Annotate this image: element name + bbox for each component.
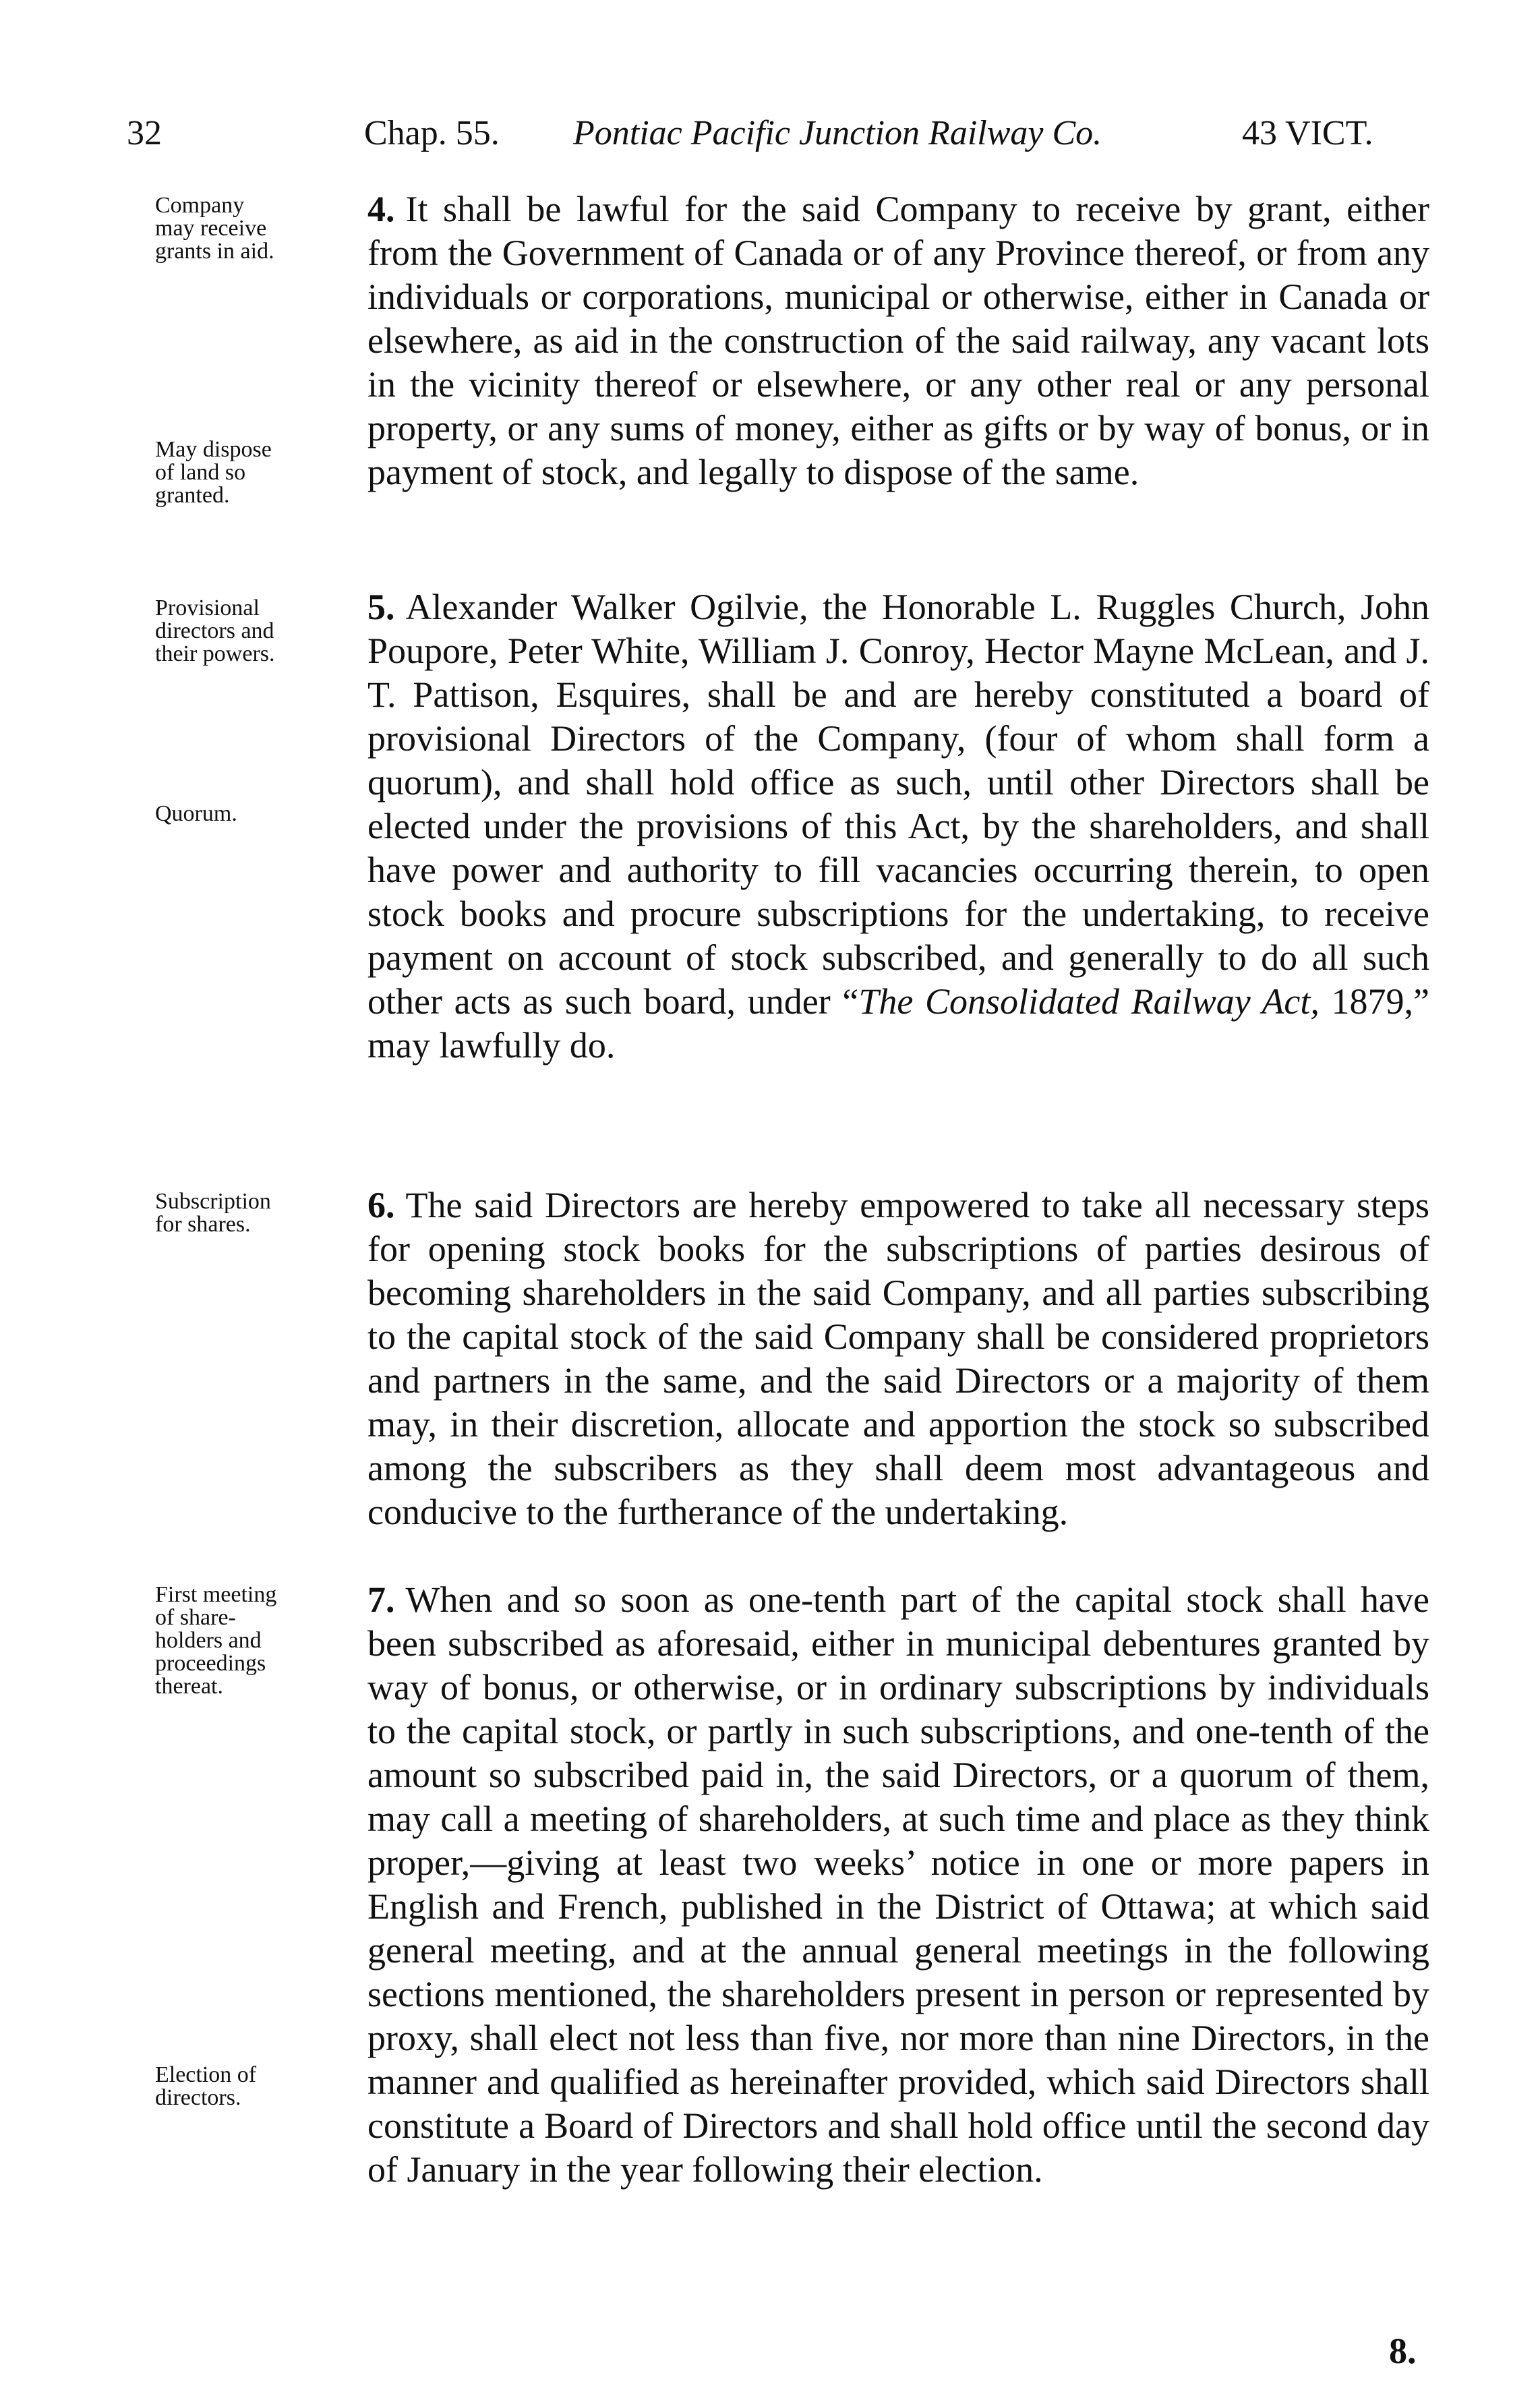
section-number: 7. <box>367 1579 395 1620</box>
regnal-year: 43 VICT. <box>1242 114 1373 152</box>
section-number: 5. <box>367 587 395 627</box>
margin-note-dispose-land: May dispose of land so granted. <box>155 437 272 508</box>
section-5 <box>367 585 1429 1068</box>
section-6 <box>367 1184 1429 1534</box>
section-4 <box>367 187 1429 494</box>
section-text: The said Directors are hereby empowered to take all necessary steps for opening stock books for the subscriptions of parties desirous of becoming shareholders in the said Company, and all parties subscribing to the capital stock of the said Company shall be considered proprietors and partners in the same, and the said Directors or a majority of them may, in their discretion, allocate and apportion the stock so subscribed among the subscribers as they shall deem most advantageous and conducive to the furtherance of the undertaking. <box>367 1185 1429 1532</box>
section-text: When and so soon as one-tenth part of the capital stock shall have been subscribed as aforesaid, either in municipal debentures granted by way of bonus, or otherwise, or in ordinary subscriptions by individuals to the capital stock, or partly in such subscriptions, and one-tenth of the amount so subscribed paid in, the said Directors, or a quorum of them, may call a meeting of shareholders, at such time and place as they think proper,—giving at least two weeks’ notice in one or more papers in English and French, published in the District of Ottawa; at which said general meeting, and at the annual general meetings in the following sections mentioned, the shareholders present in person or represented by proxy, shall elect not less than five, nor more than nine Directors, in the manner and qualified as hereinafter provided, which said Directors shall constitute a Board of Directors and shall hold office until the second day of January in the year following their election. <box>367 1579 1429 2190</box>
catchword: 8. <box>1389 2331 1417 2371</box>
section-number: 6. <box>367 1185 395 1225</box>
act-title: Pontiac Pacific Junction Railway Co. <box>573 114 1102 152</box>
margin-note-quorum: Quorum. <box>155 801 237 826</box>
section-text-end: 1879,” may lawfully do. <box>367 981 1429 1066</box>
margin-note-election: Election of directors. <box>155 2062 257 2110</box>
section-7 <box>367 1578 1429 2192</box>
page-number: 32 <box>127 114 162 152</box>
act-reference: The Consolidated Railway Act, <box>858 981 1320 1022</box>
section-text: Alexander Walker Ogilvie, the Honorable L. Ruggles Church, John Poupore, Peter White, William J. Conroy, Hector Mayne McLean, and J. T. Pattison, Esquires, shall be and are hereby constituted a board of provisional Directors of the Company, (four of whom shall form a quorum), and shall hold office as such, until other Directors shall be elected under the provisions of this Act, by the shareholders, and shall have power and authority to fill vacancies occurring therein, to open stock books and procure subscriptions for the undertaking, to receive payment on account of stock subscribed, and generally to do all such other acts as such board, under “ <box>367 587 1429 1022</box>
margin-note-provisional-directors: Provisional directors and their powers. <box>155 595 275 666</box>
margin-note-subscription: Subscription for shares. <box>155 1189 271 1237</box>
margin-note-first-meeting: First meeting of share- holders and proceedings thereat. <box>155 1582 277 1699</box>
running-header <box>0 101 1540 162</box>
section-number: 4. <box>367 189 395 229</box>
margin-note-company-grants: Company may receive grants in aid. <box>155 193 274 264</box>
chapter-label: Chap. 55. <box>364 114 500 152</box>
section-text: It shall be lawful for the said Company to receive by grant, either from the Government of Canada or of any Province thereof, or from any individuals or corporations, municipal or otherwise, either in Canada or elsewhere, as aid in the construction of the said railway, any vacant lots in the vicinity thereof or elsewhere, or any other real or any personal property, or any sums of money, either as gifts or by way of bonus, or in payment of stock, and legally to dispose of the same. <box>367 189 1429 492</box>
